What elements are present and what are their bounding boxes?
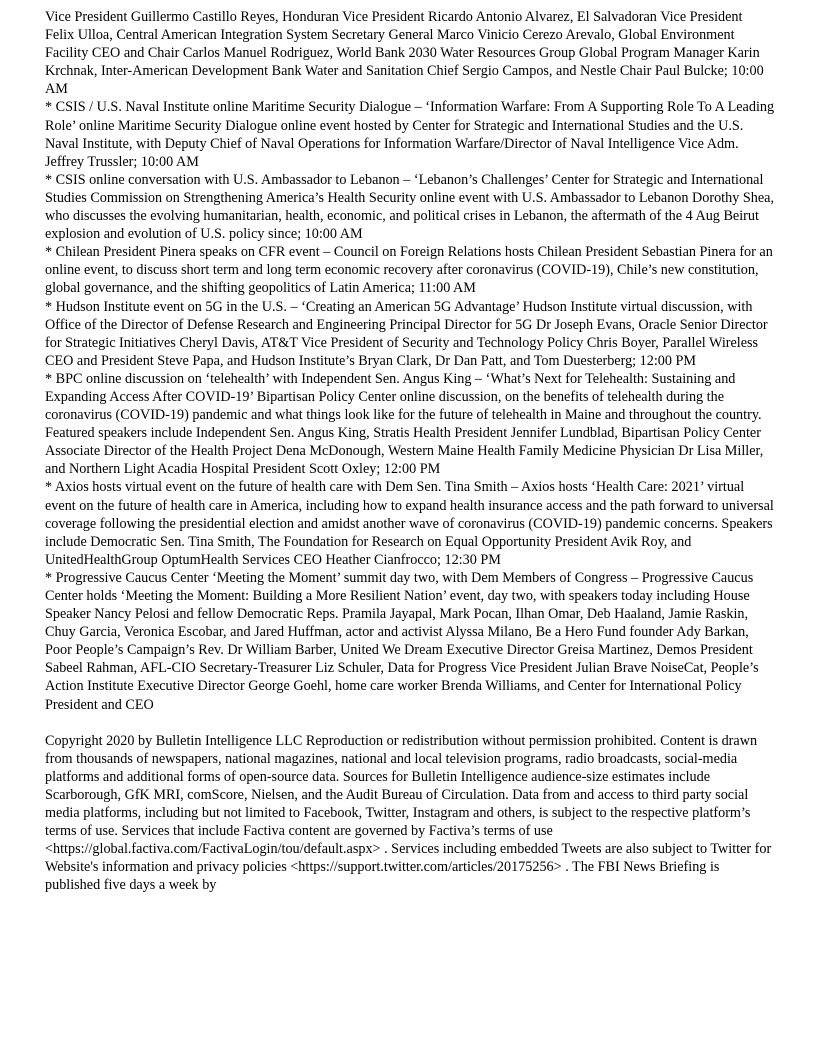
event-item-hudson-5g: * Hudson Institute event on 5G in the U.S. – ‘Creating an American 5G Advantage’ Hudson Institute virtual discussion, with Office of the Director of Defense Research and Engineering Principal Director for 5G Dr Joseph Evans, Oracle Senior Director for Strategic Initiatives Cheryl Davis, AT&T Vice President of Security and Technology Policy Chris Boyer, Parallel Wireless CEO and President Steve Papa, and Hudson Institute’s Bryan Clark, Dr Dan Patt, and Tom Duesterberg; 12:00 PM [45, 298, 768, 369]
document-page [45, 8, 775, 895]
event-item-participants: Vice President Guillermo Castillo Reyes, Honduran Vice President Ricardo Antonio Alvarez, El Salvadoran Vice President Felix Ulloa, Central American Integration System Secretary General Marco Vinicio Cerezo Arevalo, Global Environment Facility CEO and Chair Carlos Manuel Rodriguez, World Bank 2030 Water Resources Group Global Program Manager Karin Krchnak, Inter-American Development Bank Water and Sanitation Chief Sergio Campos, and Nestle Chair Paul Bulcke; 10:00 AM [45, 9, 764, 98]
paragraph-gap [45, 714, 775, 732]
event-item-bpc-telehealth: * BPC online discussion on ‘telehealth’ with Independent Sen. Angus King – ‘What’s Next for Telehealth: Sustaining and Expanding Access After COVID-19’ Bipartisan Policy Center online discussion, on the benefits of telehealth during the coronavirus (COVID-19) pandemic and what things look like for the future of telehealth in Maine and throughout the country. Featured speakers include Independent Sen. Angus King, Stratis Health President Jennifer Lundblad, Bipartisan Policy Center Associate Director of the Health Project Dena McDonough, Western Maine Health Family Medicine Physician Dr Lisa Miller, and Northern Light Acadia Hospital President Scott Oxley; 12:00 PM [45, 370, 764, 478]
event-item-csis-naval: * CSIS / U.S. Naval Institute online Maritime Security Dialogue – ‘Information Warfare: From A Supporting Role To A Leading Role’ online Maritime Security Dialogue online event hosted by Center for Strategic and International Studies and the U.S. Naval Institute, with Deputy Chief of Naval Operations for Information Warfare/Director of Naval Intelligence Vice Adm. Jeffrey Trussler; 10:00 AM [45, 99, 775, 170]
event-item-cfr-chile: * Chilean President Pinera speaks on CFR event – Council on Foreign Relations hosts Chilean President Sebastian Pinera for an online event, to discuss short term and long term economic recovery after coronavirus (COVID-19), Chile’s new constitution, global governance, and the shifting geopolitics of Latin America; 11:00 AM [45, 244, 773, 297]
event-item-axios-health: * Axios hosts virtual event on the future of health care with Dem Sen. Tina Smith – Axios hosts ‘Health Care: 2021’ virtual event on the future of health care in America, including how to expand health insurance access and the path forward to universal coverage following the presidential election and amidst another wave of coronavirus (COVID-19) pandemic concerns. Speakers include Democratic Sen. Tina Smith, The Foundation for Research on Equal Opportunity President Avik Roy, and UnitedHealthGroup OptumHealth Services CEO Heather Cianfrocco; 12:30 PM [45, 479, 774, 568]
copyright-notice: Copyright 2020 by Bulletin Intelligence LLC Reproduction or redistribution without permission prohibited. Content is drawn from thousands of newspapers, national magazines, national and local television programs, radio broadcasts, social-media platforms and additional forms of open-source data. Sources for Bulletin Intelligence audience-size estimates include Scarborough, GfK MRI, comScore, Nielsen, and the Audit Bureau of Circulation. Data from and access to third party social media platforms, including but not limited to Facebook, Twitter, Instagram and others, is subject to the respective platform’s terms of use. Services that include Factiva content are governed by Factiva’s terms of use <https://global.factiva.com/FactivaLogin/tou/default.aspx> . Services including embedded Tweets are also subject to Twitter for Website's information and privacy policies <https://support.twitter.com/articles/20175256> . The FBI News Briefing is published five days a week by [45, 732, 772, 894]
event-item-csis-lebanon: * CSIS online conversation with U.S. Ambassador to Lebanon – ‘Lebanon’s Challenges’ Center for Strategic and International Studies Commission on Strengthening America’s Health Security online event with U.S. Ambassador to Lebanon Dorothy Shea, who discusses the evolving humanitarian, health, economic, and political crises in Lebanon, the aftermath of the 4 Aug Beirut explosion and evolution of U.S. policy since; 10:00 AM [45, 171, 774, 243]
event-item-progressive-caucus: * Progressive Caucus Center ‘Meeting the Moment’ summit day two, with Dem Members of Congress – Progressive Caucus Center holds ‘Meeting the Moment: Building a More Resilient Nation’ event, day two, with speakers today including House Speaker Nancy Pelosi and fellow Democratic Reps. Pramila Jayapal, Mark Pocan, Ilhan Omar, Deb Haaland, Jamie Raskin, Chuy Garcia, Veronica Escobar, and Jared Huffman, actor and activist Alyssa Milano, Be a Hero Fund founder Ady Barkan, Poor People’s Campaign’s Rev. Dr William Barber, United We Dream Executive Director Greisa Martinez, Demos President Sabeel Rahman, AFL-CIO Secretary-Treasurer Liz Schuler, Data for Progress Vice President Julian Brave NoiseCat, People’s Action Institute Executive Director George Goehl, home care worker Brenda Williams, and Center for International Policy President and CEO [45, 569, 759, 713]
